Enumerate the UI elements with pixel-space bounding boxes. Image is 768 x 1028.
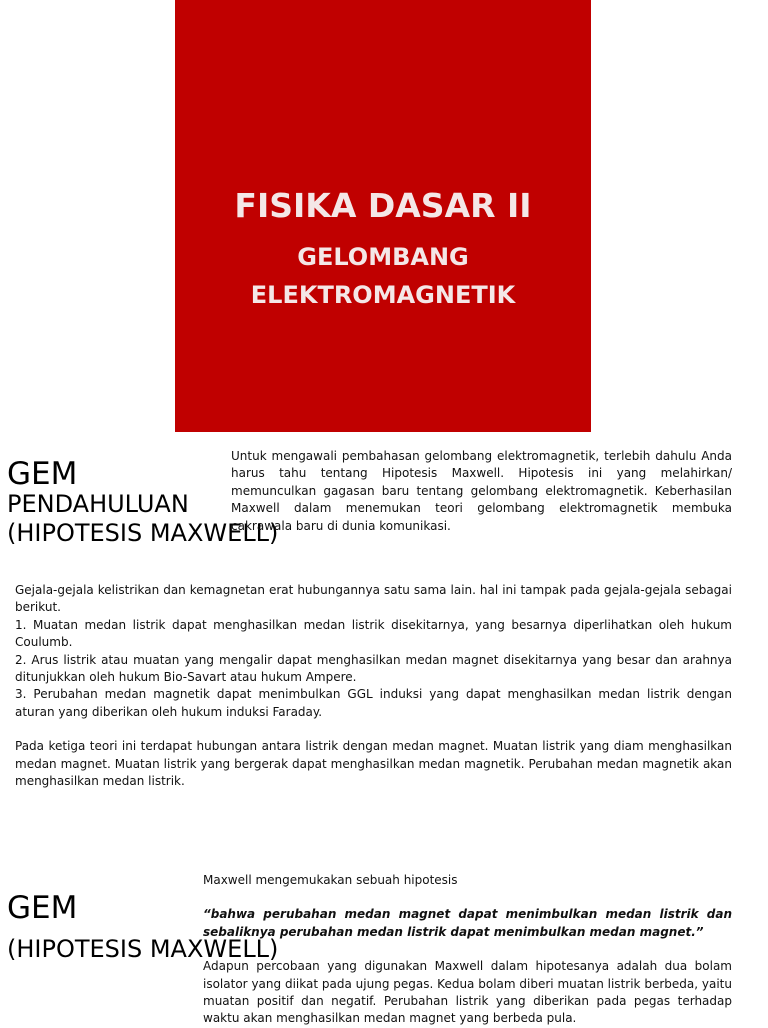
slide1-subheading-line2: (HIPOTESIS MAXWELL): [7, 519, 279, 547]
slide2-body: [203, 872, 732, 1028]
slide1-intro-text: Untuk mengawali pembahasan gelombang elektromagnetik, terlebih dahulu Anda harus tahu tentang Hipotesis Maxwell. Hipotesis ini yang melahirkan/ memunculkan gagasan baru tentang gelombang elektromagnetik. Keberhasilan Maxwell dalam menemukan teori gelombang elektromagnetik membuka cakrawala baru di dunia komunikasi.: [231, 449, 732, 533]
cover-subtitle-line1: GELOMBANG: [297, 243, 469, 271]
body-section: [15, 582, 732, 790]
cover-subtitle: [175, 238, 591, 314]
slide2-heading: GEM: [7, 890, 78, 926]
slide1-intro: [231, 448, 732, 535]
slide2-subheading: (HIPOTESIS MAXWELL): [7, 935, 279, 963]
body-list-item-2: 2. Arus listrik atau muatan yang mengalir dapat menghasilkan medan magnet disekitarnya yang besar dan arahnya ditunjukkan oleh hukum Bio-Savart atau hukum Ampere.: [15, 652, 732, 685]
slide1-subheading-line1: PENDAHULUAN: [7, 490, 189, 518]
cover-slide: [175, 0, 591, 432]
slide2-intro: Maxwell mengemukakan sebuah hipotesis: [203, 873, 458, 887]
slide1-heading: GEM: [7, 456, 78, 492]
body-paragraph-2: Pada ketiga teori ini terdapat hubungan antara listrik dengan medan magnet. Muatan listrik yang diam menghasilkan medan magnet. Muatan listrik yang bergerak dapat menghasilkan medan magnetik. Perubahan medan magnetik akan menghasilkan medan listrik.: [15, 739, 732, 789]
body-paragraph-1: Gejala-gejala kelistrikan dan kemagnetan erat hubungannya satu sama lain. hal ini tampak pada gejala-gejala sebagai berikut.: [15, 583, 732, 615]
cover-subtitle-line2: ELEKTROMAGNETIK: [250, 281, 516, 309]
body-list-item-1: 1. Muatan medan listrik dapat menghasilkan medan listrik disekitarnya, yang besarnya diperlihatkan oleh hukum Coulumb.: [15, 617, 732, 650]
body-list-item-3: 3. Perubahan medan magnetik dapat menimbulkan GGL induksi yang dapat menghasilkan medan listrik dengan aturan yang diberikan oleh hukum induksi Faraday.: [15, 687, 732, 719]
slide2-quote: “bahwa perubahan medan magnet dapat menimbulkan medan listrik dan sebaliknya perubahan medan listrik dapat menimbulkan medan magnet.”: [203, 907, 732, 939]
slide2-text: Adapun percobaan yang digunakan Maxwell dalam hipotesanya adalah dua bolam isolator yang diikat pada ujung pegas. Kedua bolam diberi muatan listrik berbeda, yaitu muatan positif dan negatif. Perubahan listrik yang diberikan pada pegas terhadap waktu akan menghasilkan medan magnet yang berbeda pula.: [203, 959, 732, 1026]
cover-title: FISIKA DASAR II: [234, 186, 532, 225]
